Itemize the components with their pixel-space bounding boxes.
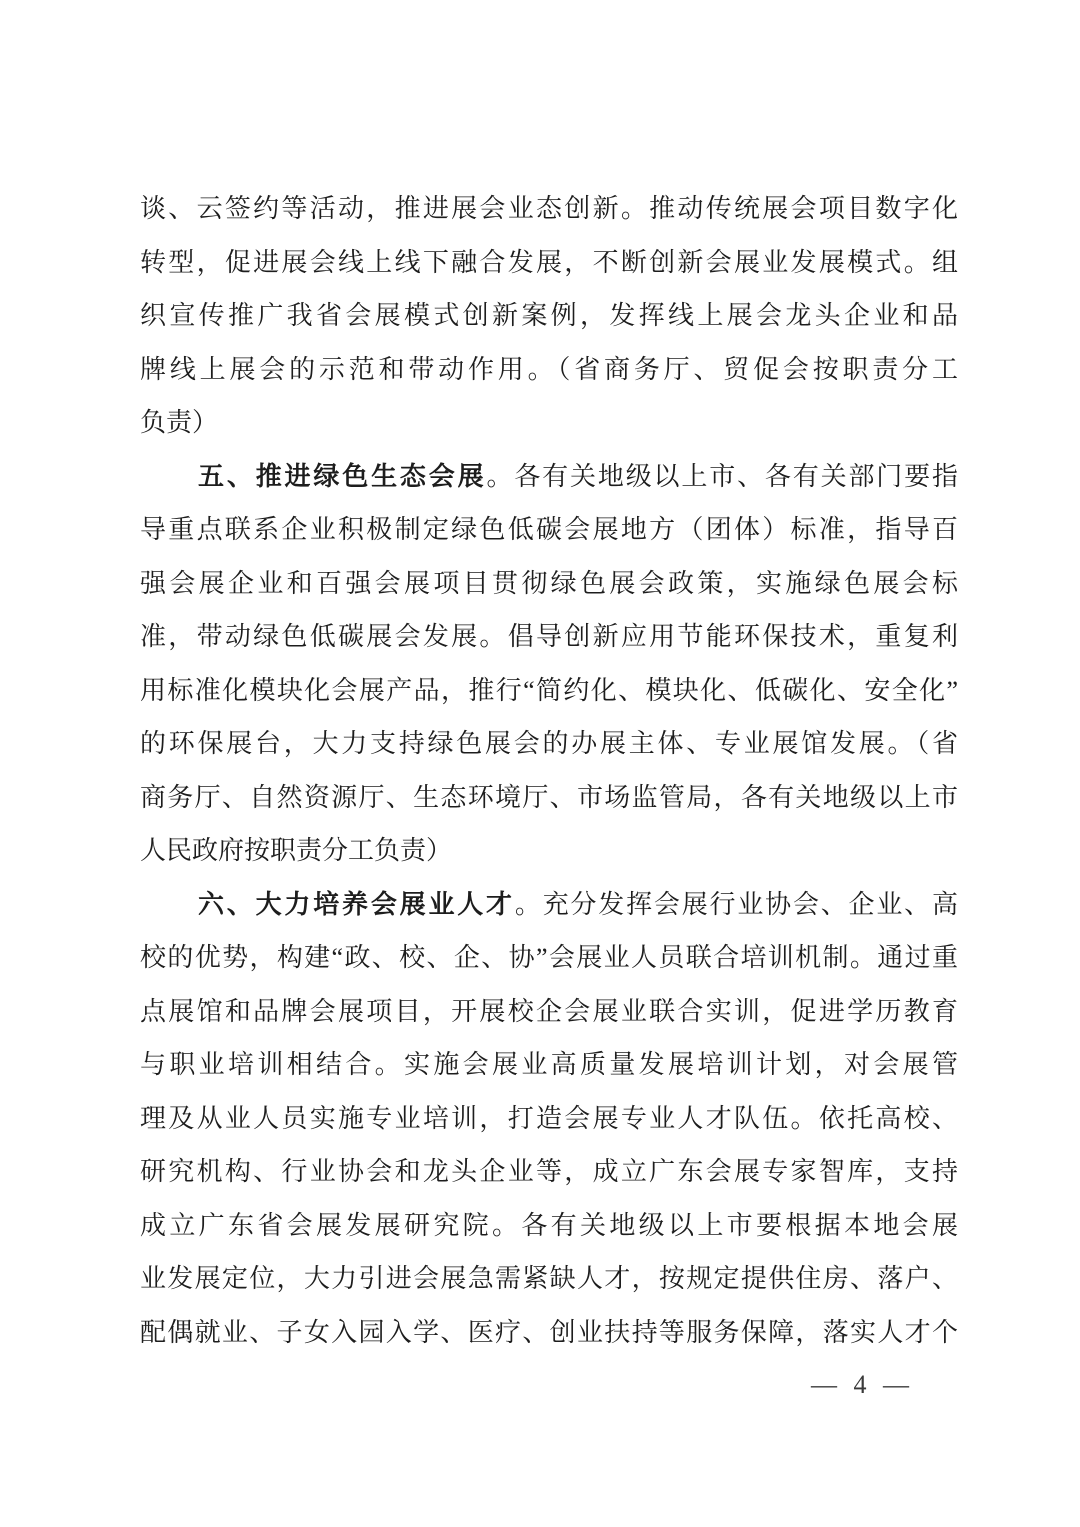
section-5-heading: 五、推进绿色生态会展 <box>198 460 487 491</box>
text-line: 牌线上展会的示范和带动作用。（省商务厅、贸促会按职责分工 <box>140 354 958 384</box>
document-body <box>140 182 958 1359</box>
text-line: 充分发挥会展行业协会、企业、高 <box>542 889 958 919</box>
text-line: 点展馆和品牌会展项目，开展校企会展业联合实训，促进学历教育 <box>140 996 958 1026</box>
text-line: 商务厅、自然资源厅、生态环境厅、市场监管局，各有关地级以上市 <box>140 782 958 812</box>
page-number: — 4 — <box>811 1370 909 1399</box>
heading-punctuation: 。 <box>486 461 515 491</box>
text-line: 的环保展台，大力支持绿色展会的办展主体、专业展馆发展。（省 <box>140 729 958 758</box>
section-heading-line <box>140 450 958 504</box>
section-6-heading: 六、大力培养会展业人才 <box>198 888 515 919</box>
text-line: 用标准化模块化会展产品，推行“简约化、模块化、低碳化、安全化” <box>140 675 958 705</box>
text-line: 强会展企业和百强会展项目贯彻绿色展会政策，实施绿色展会标 <box>140 568 958 598</box>
section-5-green-exhibition <box>140 450 958 878</box>
text-line: 成立广东省会展发展研究院。各有关地级以上市要根据本地会展 <box>140 1210 958 1240</box>
text-line: 与职业培训相结合。实施会展业高质量发展培训计划，对会展管 <box>140 1050 958 1079</box>
text-line: 配偶就业、子女入园入学、医疗、创业扶持等服务保障，落实人才个 <box>140 1317 958 1347</box>
section-heading-line <box>140 878 958 932</box>
paragraph-exhibition-innovation <box>140 182 958 450</box>
text-line: 织宣传推广我省会展模式创新案例，发挥线上展会龙头企业和品 <box>140 301 958 330</box>
text-line: 业发展定位，大力引进会展急需紧缺人才，按规定提供住房、落户、 <box>140 1264 958 1293</box>
text-line: 谈、云签约等活动，推进展会业态创新。推动传统展会项目数字化 <box>140 194 958 223</box>
text-line: 校的优势，构建“政、校、企、协”会展业人员联合培训机制。通过重 <box>140 943 958 972</box>
text-line: 各有关地级以上市、各有关部门要指 <box>514 461 958 491</box>
text-line: 准，带动绿色低碳展会发展。倡导创新应用节能环保技术，重复利 <box>140 622 958 651</box>
text-line: 转型，促进展会线上线下融合发展，不断创新会展业发展模式。组 <box>140 247 958 277</box>
text-line: 导重点联系企业积极制定绿色低碳会展地方（团体）标准，指导百 <box>140 515 958 544</box>
heading-punctuation: 。 <box>514 889 543 919</box>
text-line: 理及从业人员实施专业培训，打造会展专业人才队伍。依托高校、 <box>140 1103 958 1133</box>
section-6-talent-cultivation <box>140 878 958 1360</box>
text-line: 负责） <box>140 408 219 437</box>
text-line: 人民政府按职责分工负责） <box>140 836 453 865</box>
text-line: 研究机构、行业协会和龙头企业等，成立广东会展专家智库，支持 <box>140 1157 958 1186</box>
